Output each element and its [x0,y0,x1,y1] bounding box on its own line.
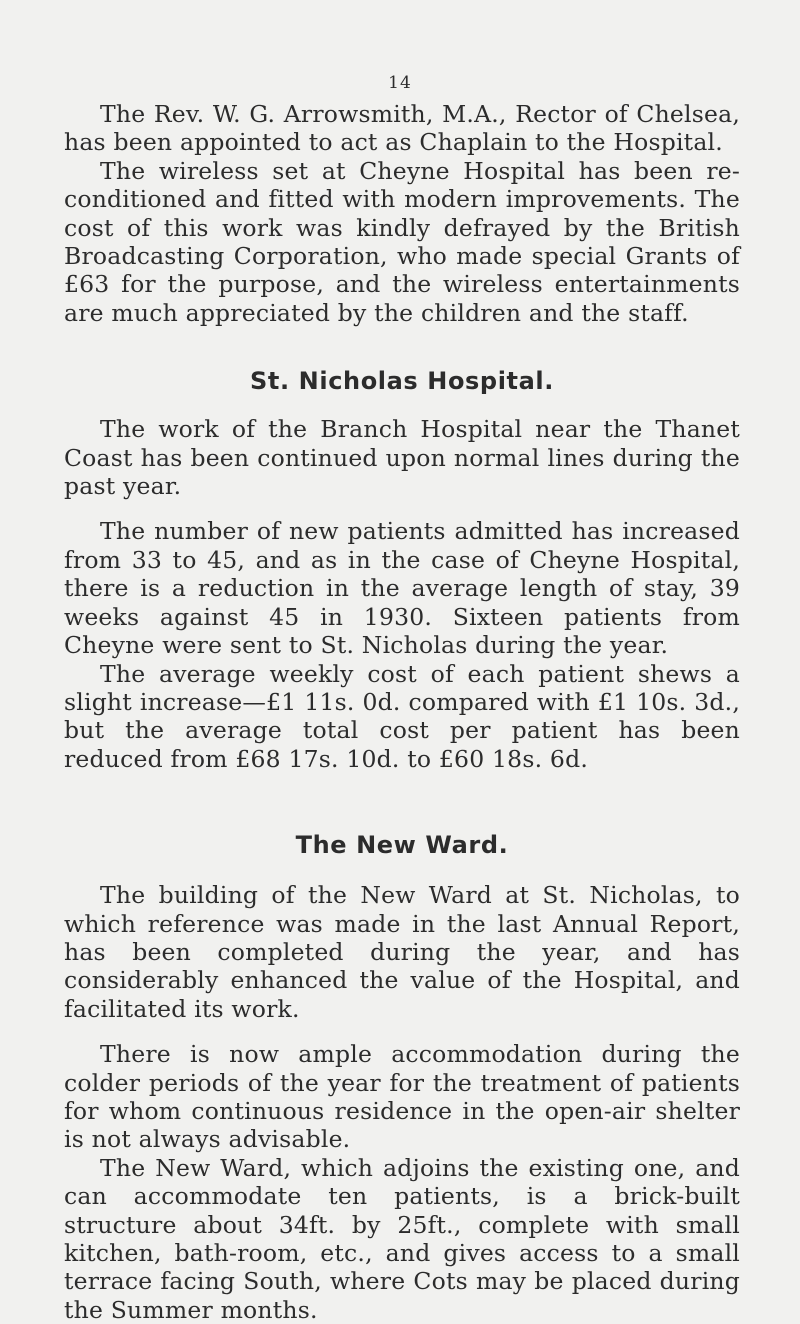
average-cost-paragraph: The average weekly cost of each patient shews a slight increase—£1 11s. 0d. compared with £1 10s. 3d., but the average total cost per patient has been reduced from £68 17s. 10d. to £60 18s. 6d. [64,659,740,773]
accommodation-paragraph: There is now ample accommodation during the colder periods of the year for the treatment of patients for whom continuous residence in the open-air shelter is not always advisable. [64,1040,740,1154]
new-ward-building-paragraph: The building of the New Ward at St. Nicholas, to which reference was made in the last Annual Report, has been completed during the year, and has considerably enhanced the value of the Hospital, and facilitated its work. [64,881,740,1023]
st-nicholas-heading: St. Nicholas Hospital. [250,367,554,396]
page-body [64,100,740,1324]
branch-hospital-paragraph: The work of the Branch Hospital near the Thanet Coast has been continued upon normal lines during the past year. [64,415,740,501]
new-patients-paragraph: The number of new patients admitted has increased from 33 to 45, and as in the case of Cheyne Hospital, there is a reduction in the average length of stay, 39 weeks against 45 in 1930. Sixteen patients from Cheyne were sent to St. Nicholas during the year. [64,517,740,660]
page-number: 14 [388,73,412,93]
wireless-paragraph: The wireless set at Cheyne Hospital has been re-conditioned and fitted with modern improvements. The cost of this work was kindly defrayed by the British Broadcasting Corporation, who made special Grants of £63 for the purpose, and the wireless entertainments are much appreciated by the children and the staff. [64,156,740,327]
new-ward-heading: The New Ward. [295,831,509,860]
chaplain-paragraph: The Rev. W. G. Arrowsmith, M.A., Rector of Chelsea, has been appointed to act as Chaplain to the Hospital. [64,100,740,157]
new-ward-description-paragraph: The New Ward, which adjoins the existing one, and can accommodate ten patients, is a brick-built structure about 34ft. by 25ft., complete with small kitchen, bath-room, etc., and gives access to a small terrace facing South, where Cots may be placed during the Summer months. [64,1153,740,1324]
